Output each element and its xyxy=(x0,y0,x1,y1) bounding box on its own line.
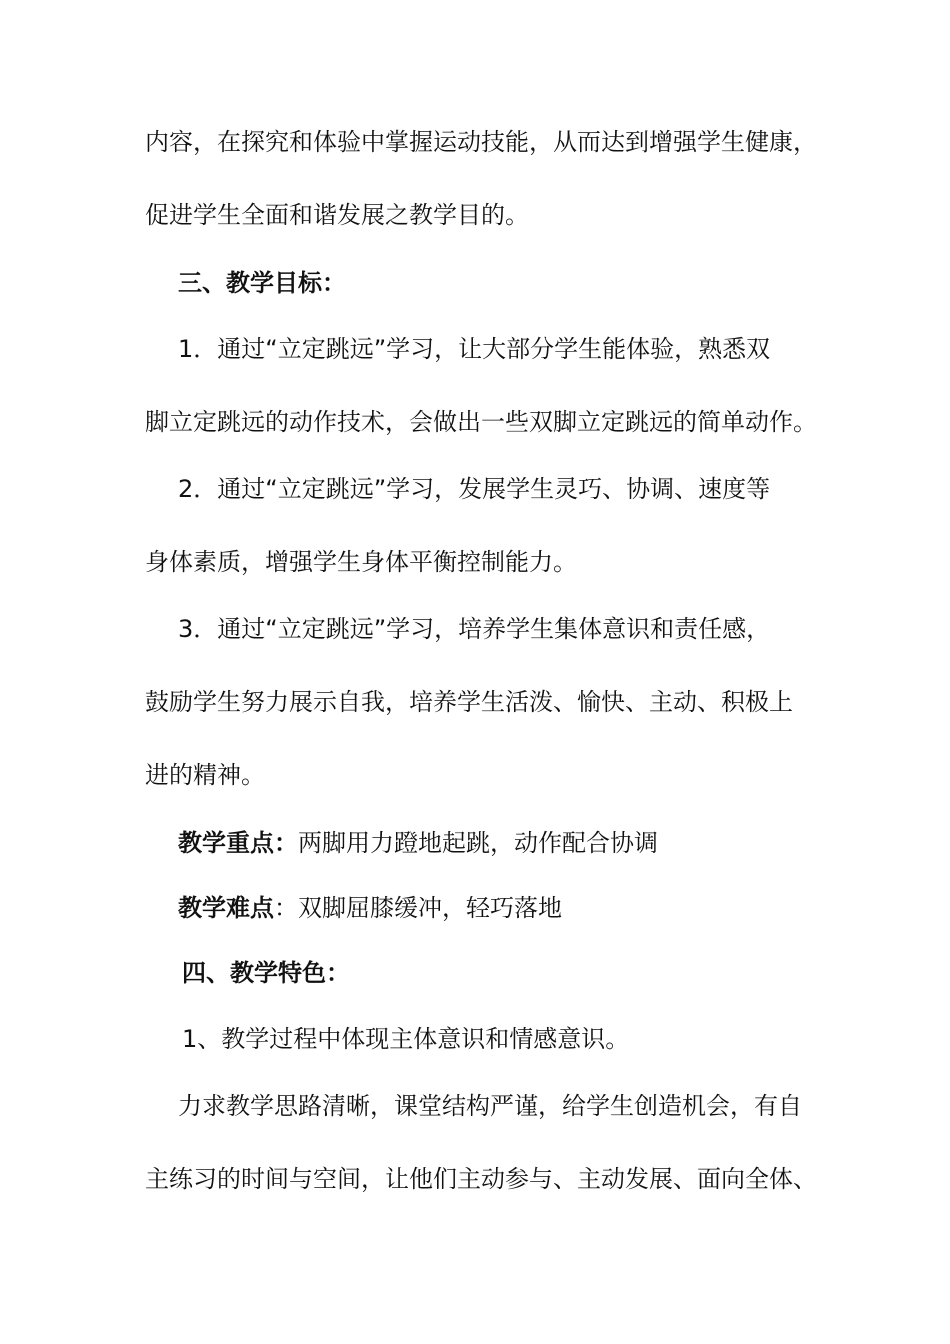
section-heading-goals: 三、教学目标： xyxy=(178,269,346,297)
goal-2-line: 身体素质，增强学生身体平衡控制能力。 xyxy=(145,548,577,576)
section-heading-features: 四、教学特色： xyxy=(182,959,350,987)
key-point-row xyxy=(178,826,658,860)
goal-1-line: 1．通过“立定跳远”学习，让大部分学生能体验，熟悉双 xyxy=(178,335,771,363)
goal-3-line: 3．通过“立定跳远”学习，培养学生集体意识和责任感， xyxy=(178,615,771,643)
difficulty-label: 教学难点 xyxy=(178,894,274,922)
goal-2-line: 2．通过“立定跳远”学习，发展学生灵巧、协调、速度等 xyxy=(178,475,771,503)
goal-3-line: 进的精神。 xyxy=(145,761,265,789)
feature-paragraph-line: 主练习的时间与空间，让他们主动参与、主动发展、面向全体、 xyxy=(145,1165,817,1193)
difficulty-text: ：双脚屈膝缓冲，轻巧落地 xyxy=(274,894,562,922)
key-point-label: 教学重点： xyxy=(178,829,298,857)
paragraph-line: 促进学生全面和谐发展之教学目的。 xyxy=(145,201,529,229)
feature-1: 1、教学过程中体现主体意识和情感意识。 xyxy=(182,1025,630,1053)
paragraph-line: 内容，在探究和体验中掌握运动技能，从而达到增强学生健康， xyxy=(145,128,817,156)
difficulty-row xyxy=(178,891,562,925)
goal-1-line: 脚立定跳远的动作技术，会做出一些双脚立定跳远的简单动作。 xyxy=(145,408,817,436)
feature-paragraph-line: 力求教学思路清晰，课堂结构严谨，给学生创造机会，有自 xyxy=(178,1092,802,1120)
key-point-text: 两脚用力蹬地起跳，动作配合协调 xyxy=(298,829,658,857)
goal-3-line: 鼓励学生努力展示自我，培养学生活泼、愉快、主动、积极上 xyxy=(145,688,793,716)
